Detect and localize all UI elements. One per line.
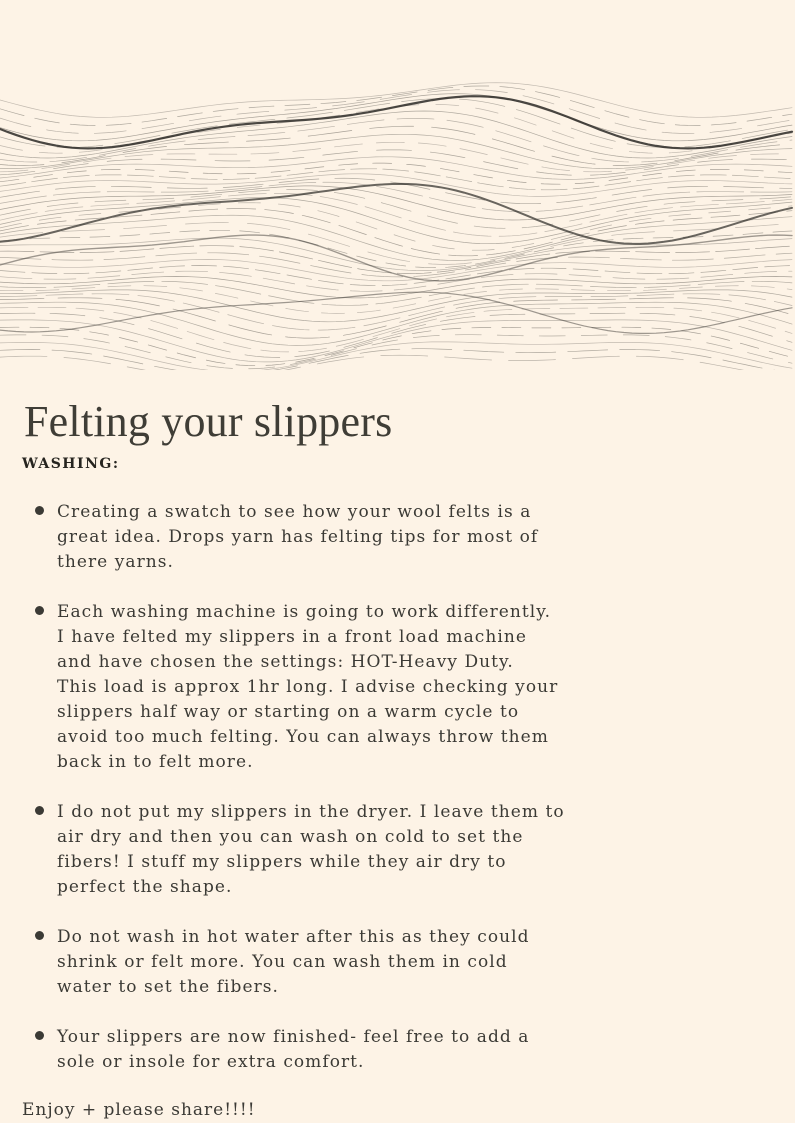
list-item-text: Creating a swatch to see how your wool felts is a great idea. Drops yarn has felting tips for most of there yarns. xyxy=(57,502,539,572)
wave-line xyxy=(0,327,792,366)
list-item-text: Your slippers are now finished- feel free to add a sole or insole for extra comfort. xyxy=(57,1027,530,1072)
list-item xyxy=(0,500,657,575)
list-item-text: I do not put my slippers in the dryer. I leave them to air dry and then you can wash on cold to set the fibers! I stuff my slippers while they air dry to perfect the shape. xyxy=(57,802,565,897)
list-item xyxy=(0,800,657,900)
wave-line xyxy=(0,276,792,298)
bullet-icon xyxy=(35,1031,44,1040)
wave-line xyxy=(0,215,792,260)
page-title: Felting your slippers xyxy=(24,397,393,446)
section-heading: WASHING: xyxy=(22,456,120,472)
bullet-icon xyxy=(35,506,44,515)
list-item xyxy=(0,600,657,775)
wave-line xyxy=(0,94,792,141)
wave-line xyxy=(0,150,792,176)
instruction-list xyxy=(0,500,795,1100)
wave-line xyxy=(0,292,792,333)
wave-line xyxy=(0,313,792,357)
list-item xyxy=(0,1025,657,1075)
wavy-lines-illustration xyxy=(0,70,795,370)
list-item-text: Do not wash in hot water after this as they could shrink or felt more. You can wash them in cold water to set the fibers. xyxy=(57,927,530,997)
wave-line xyxy=(0,86,792,126)
list-item-text: Each washing machine is going to work differently. I have felted my slippers in a front load machine and have chosen the settings: HOT-Heavy Duty. This load is approx 1hr long. I advise checking your slippers half way or starting on a warm cycle to avoid too much felting. You can always throw them back in to felt more. xyxy=(57,602,559,772)
bullet-icon xyxy=(35,606,44,615)
bullet-icon xyxy=(35,806,44,815)
wave-line xyxy=(0,230,792,267)
wave-line xyxy=(0,259,792,280)
wave-line xyxy=(0,235,792,281)
list-item xyxy=(0,925,657,1000)
wave-line xyxy=(0,118,792,162)
wave-line xyxy=(0,203,792,251)
footer-note: Enjoy + please share!!!! xyxy=(22,1100,256,1120)
wave-line xyxy=(0,342,792,370)
bullet-icon xyxy=(35,931,44,940)
wave-line xyxy=(0,302,792,345)
wave-line xyxy=(0,355,792,370)
